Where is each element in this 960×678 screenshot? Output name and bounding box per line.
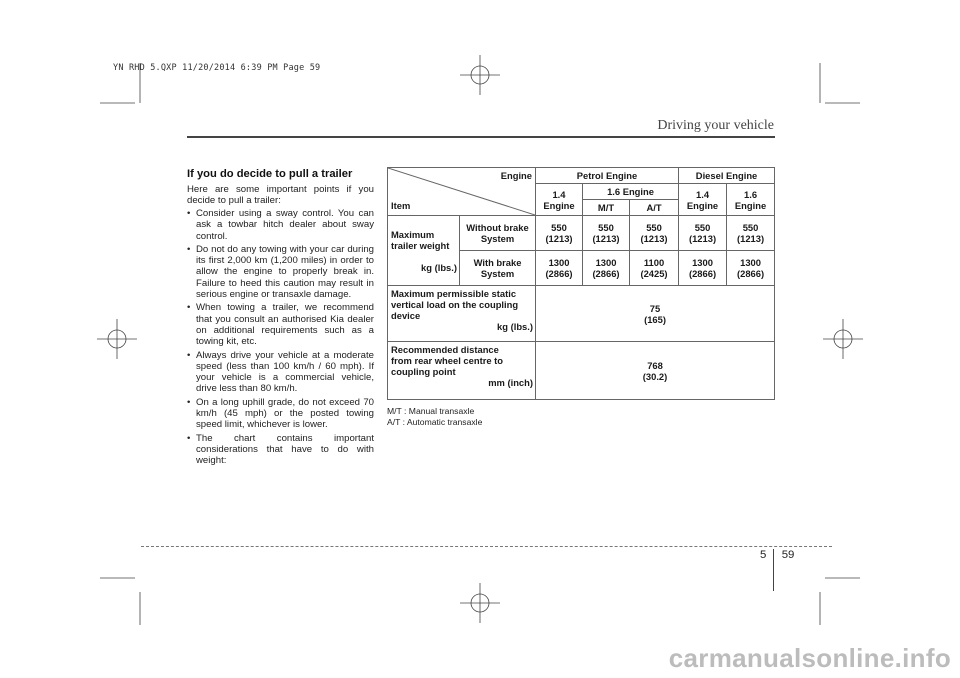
list-item: • Do not do any towing with your car during its first 2,000 km (1,200 miles) in order to allow the engine to properly break in. Failure to heed this caution may result in serious engine or transaxle damage. — [187, 244, 374, 300]
registration-target-left — [97, 319, 137, 359]
footnote-at: A/T : Automatic transaxle — [387, 417, 483, 427]
footer-dashed-rule — [141, 546, 832, 547]
title-rule — [187, 136, 775, 138]
diesel-14-header: 1.4 Engine — [679, 184, 727, 216]
table-cell: 550 (1213) — [536, 216, 583, 251]
table-cell: 1300 (2866) — [583, 251, 630, 286]
list-item: • Consider using a sway control. You can ask a towbar hitch dealer about sway control. — [187, 208, 374, 242]
diesel-engine-header: Diesel Engine — [679, 168, 775, 184]
static-load-label: Maximum permissible static vertical load on the coupling device kg (lbs.) — [388, 286, 536, 342]
table-corner-cell — [388, 168, 536, 216]
list-item: • When towing a trailer, we recommend that you consult an authorised Kia dealer on additional requirements such as a towing kit, etc. — [187, 302, 374, 347]
list-item: • Always drive your vehicle at a moderate speed (less than 100 km/h / 60 mph). If your vehicle is a commercial vehicle, drive less than 80 km/h. — [187, 350, 374, 395]
trailer-weight-table — [387, 167, 775, 400]
intro-paragraph: Here are some important points if you decide to pull a trailer: — [187, 184, 374, 207]
watermark: carmanualsonline.info — [668, 643, 951, 673]
print-slug: YN RHD 5.QXP 11/20/2014 6:39 PM Page 59 — [113, 63, 321, 73]
petrol-16-header: 1.6 Engine — [583, 184, 679, 200]
petrol-14-header: 1.4 Engine — [536, 184, 583, 216]
list-item: • The chart contains important considerations that have to do with weight: — [187, 433, 374, 467]
chapter-number: 5 — [760, 549, 767, 561]
registration-target-bottom — [460, 583, 500, 623]
without-brake-label: Without brake System — [460, 216, 536, 251]
footnote-mt: M/T : Manual transaxle — [387, 406, 475, 416]
page-number-value: 59 — [781, 549, 795, 561]
table-cell: 1300 (2866) — [727, 251, 775, 286]
diesel-16-header: 1.6 Engine — [727, 184, 775, 216]
table-cell: 1100 (2425) — [630, 251, 679, 286]
table-cell: 1300 (2866) — [679, 251, 727, 286]
table-cell: 1300 (2866) — [536, 251, 583, 286]
page-number — [760, 549, 794, 561]
coupling-distance-value: 768 (30.2) — [536, 342, 775, 400]
corner-item-label: Item — [391, 200, 411, 211]
max-trailer-weight-label: Maximum trailer weight kg (lbs.) — [388, 216, 460, 286]
towing-tips-list — [187, 208, 374, 469]
section-heading: If you do decide to pull a trailer — [187, 168, 353, 180]
registration-target-right — [823, 319, 863, 359]
mt-header: M/T — [583, 200, 630, 216]
static-load-value: 75 (165) — [536, 286, 775, 342]
at-header: A/T — [630, 200, 679, 216]
section-title: Driving your vehicle — [657, 118, 774, 133]
with-brake-label: With brake System — [460, 251, 536, 286]
petrol-engine-header: Petrol Engine — [536, 168, 679, 184]
coupling-distance-label: Recommended distance from rear wheel centre to coupling point mm (inch) — [388, 342, 536, 400]
table-cell: 550 (1213) — [583, 216, 630, 251]
table-cell: 550 (1213) — [727, 216, 775, 251]
corner-engine-label: Engine — [500, 170, 532, 181]
table-cell: 550 (1213) — [630, 216, 679, 251]
registration-target-top — [460, 55, 500, 95]
list-item: • On a long uphill grade, do not exceed 70 km/h (45 mph) or the posted towing speed limit, whichever is lower. — [187, 397, 374, 431]
table-footnotes — [387, 406, 482, 428]
table-cell: 550 (1213) — [679, 216, 727, 251]
page-number-divider — [773, 549, 774, 591]
